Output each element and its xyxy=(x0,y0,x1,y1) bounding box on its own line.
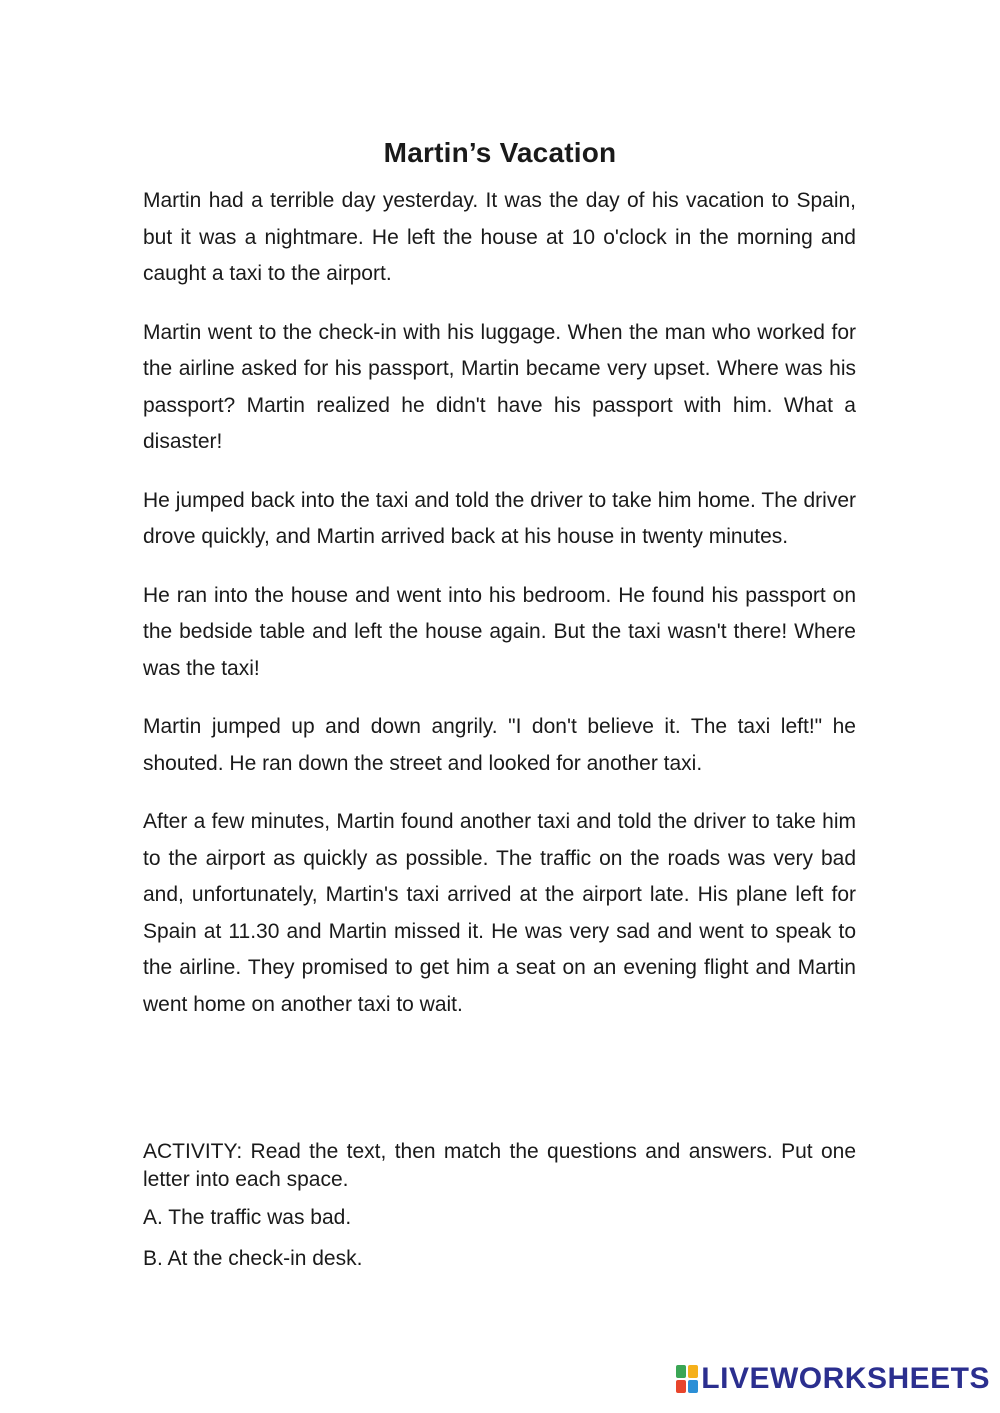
story-paragraph-2: Martin went to the check-in with his luggage. When the man who worked for the airline asked for his passport, Martin became very upset. Where was his passport? Martin realized he didn't have his passport with him. What a disaster! xyxy=(143,320,856,453)
answer-option-a: A. The traffic was bad. xyxy=(143,1206,352,1229)
story-paragraph-4: He ran into the house and went into his bedroom. He found his passport on the bedside table and left the house again. But the taxi wasn't there! Where was the taxi! xyxy=(143,583,856,680)
story-paragraph-5: Martin jumped up and down angrily. "I don't believe it. The taxi left!" he shouted. He ran down the street and looked for another taxi. xyxy=(143,715,856,775)
story-text xyxy=(143,183,856,1045)
story-paragraph-1: Martin had a terrible day yesterday. It was the day of his vacation to Spain, but it was a nightmare. He left the house at 10 o'clock in the morning and caught a taxi to the airport. xyxy=(143,189,856,285)
answer-option-b: B. At the check-in desk. xyxy=(143,1247,363,1270)
story-paragraph-3: He jumped back into the taxi and told the driver to take him home. The driver drove quickly, and Martin arrived back at his house in twenty minutes. xyxy=(143,488,856,548)
liveworksheets-logo xyxy=(675,1361,990,1397)
logo-mark-cell xyxy=(688,1380,698,1393)
liveworksheets-logo-icon xyxy=(675,1364,699,1394)
activity-instruction: ACTIVITY: Read the text, then match the questions and answers. Put one letter into each space. xyxy=(143,1140,856,1191)
story-paragraph-6: After a few minutes, Martin found another taxi and told the driver to take him to the airport as quickly as possible. The traffic on the roads was very bad and, unfortunately, Martin's taxi arrived at the airport late. His plane left for Spain at 11.30 and Martin missed it. He was very sad and went to speak to the airline. They promised to get him a seat on an evening flight and Martin went home on another taxi to wait. xyxy=(143,810,856,1016)
logo-mark-cell xyxy=(676,1380,686,1393)
activity-section xyxy=(143,1138,856,1286)
page-title: Martin’s Vacation xyxy=(383,136,617,168)
logo-mark-cell xyxy=(688,1365,698,1378)
logo-wordmark: LIVEWORKSHEETS xyxy=(701,1362,990,1395)
logo-mark-cell xyxy=(676,1365,686,1378)
